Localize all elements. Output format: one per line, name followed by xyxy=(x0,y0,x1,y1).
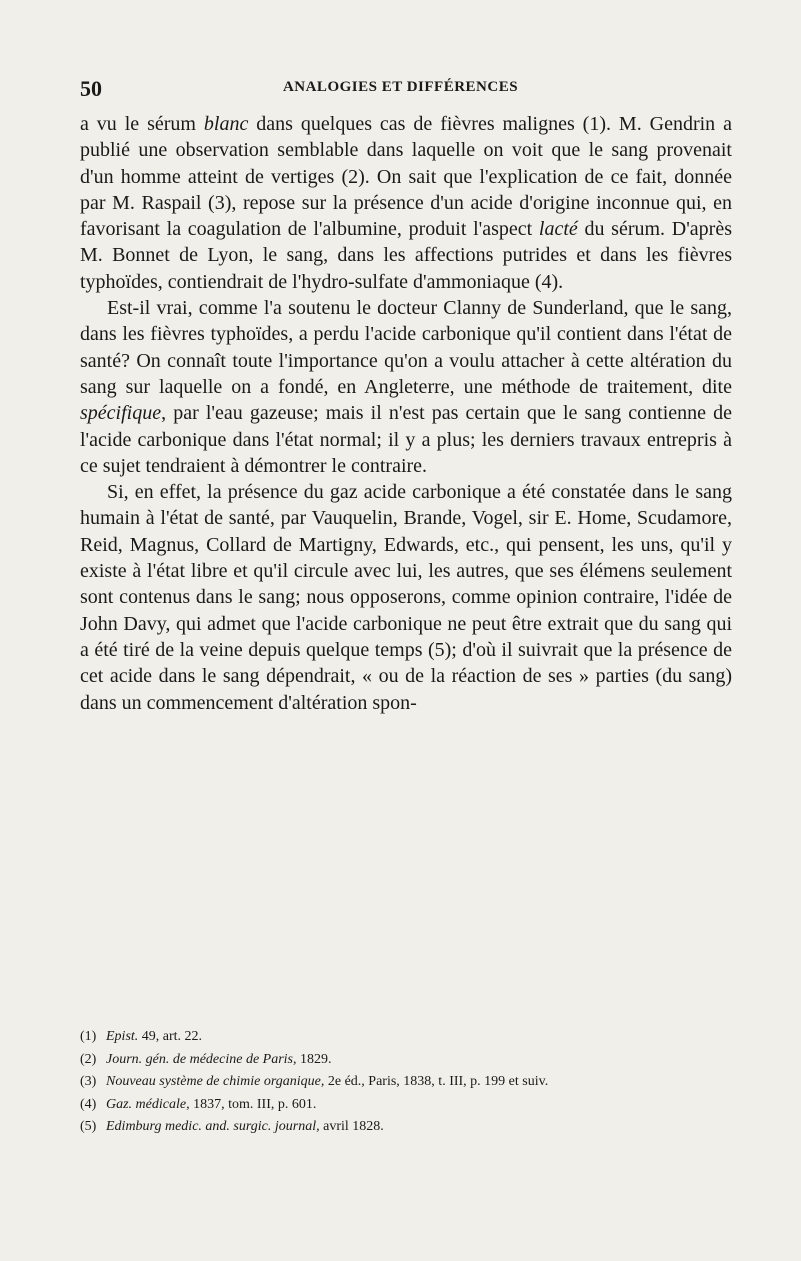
footnote-number: (3) xyxy=(80,1074,97,1089)
footnotes xyxy=(80,1026,740,1139)
italic-text: Edimburg medic. and. surgic. journal, xyxy=(106,1119,320,1134)
text-run: 1829. xyxy=(296,1051,332,1067)
text-run: , par l'eau gazeuse; mais il n'est pas certain que le sang contienne de l'acide carbonique dans l'état normal; il y a plus; les derniers travaux entrepris à ce sujet tendraient à démontrer le contraire. xyxy=(80,402,732,477)
paragraph xyxy=(80,479,732,716)
italic-text: Epist. xyxy=(106,1029,139,1044)
text-run: 2e éd., Paris, 1838, t. III, p. 199 et suiv. xyxy=(324,1074,549,1089)
paragraph xyxy=(80,295,732,479)
paragraph xyxy=(80,111,732,295)
body-text xyxy=(80,111,732,716)
text-run: avril 1828. xyxy=(319,1119,384,1134)
text-run: Si, en effet, la présence du gaz acide carbonique a été constatée dans le sang humain à l'état de santé, par Vauquelin, Brande, Vogel, sir E. Home, Scudamore, Reid, Magnus, Collard de Martigny, Edwards, etc., qui pensent, les uns, qu'il y existe à l'état libre et qu'il circule avec lui, les autres, que ses élémens seulement sont contenus dans le sang; nous opposerons, comme opinion contraire, l'idée de John Davy, qui admet que l'acide carbonique ne peut être extrait que du sang qui a été tiré de la veine depuis quelque temps (5); d'où il suivrait que la présence de cet acide dans le sang dépendrait, « ou de la réaction de ses » parties (du sang) dans un commencement d'altération spon- xyxy=(80,481,732,714)
footnote-number: (2) xyxy=(80,1051,97,1067)
text-run: Est-il vrai, comme l'a soutenu le docteur Clanny de Sunderland, que le sang, dans les fièvres typhoïdes, a perdu l'acide carbonique qu'il contient dans l'état de santé? On connaît toute l'importance qu'on a voulu attacher à cette altération du sang sur laquelle on a fondé, en Angleterre, une méthode de traitement, dite xyxy=(80,297,732,398)
footnote xyxy=(80,1026,740,1049)
footnote-number: (4) xyxy=(80,1096,97,1112)
text-run: 1837, tom. III, p. 601. xyxy=(189,1096,317,1112)
running-head: ANALOGIES ET DIFFÉRENCES xyxy=(282,79,519,95)
text-run: a vu le sérum xyxy=(80,113,204,135)
footnote xyxy=(80,1094,740,1117)
footnote xyxy=(80,1071,740,1094)
footnote-number: (1) xyxy=(80,1029,97,1044)
text-run: 49, art. 22. xyxy=(138,1029,203,1044)
italic-text: Nouveau système de chimie organique, xyxy=(106,1074,325,1089)
footnote-number: (5) xyxy=(80,1119,97,1134)
italic-text: lacté xyxy=(538,218,578,241)
italic-text: blanc xyxy=(203,113,249,135)
italic-text: Journ. gén. de médecine de Paris, xyxy=(106,1051,297,1067)
footnote xyxy=(80,1116,740,1139)
text-run: dans quelques cas de fièvres malignes (1). M. Gendrin a publié une observation semblable dans laquelle on voit que le sang provenait d'un homme atteint de vertiges (2). On sait que l'explication de ce fait, donnée par M. Raspail (3), repose sur la présence d'un acide d'origine inconnue qui, en favorisant la coagulation de l'albumine, produit l'aspect xyxy=(80,113,732,241)
page-header xyxy=(70,76,731,106)
italic-text: spécifique xyxy=(80,402,162,425)
italic-text: Gaz. médicale, xyxy=(106,1096,190,1112)
text-run: du sérum. D'après M. Bonnet de Lyon, le sang, dans les affections putrides et dans les fièvres typhoïdes, contiendrait de l'hydro-sulfate d'ammoniaque (4). xyxy=(80,218,732,293)
footnote xyxy=(80,1049,740,1072)
page-number: 50 xyxy=(80,76,102,101)
